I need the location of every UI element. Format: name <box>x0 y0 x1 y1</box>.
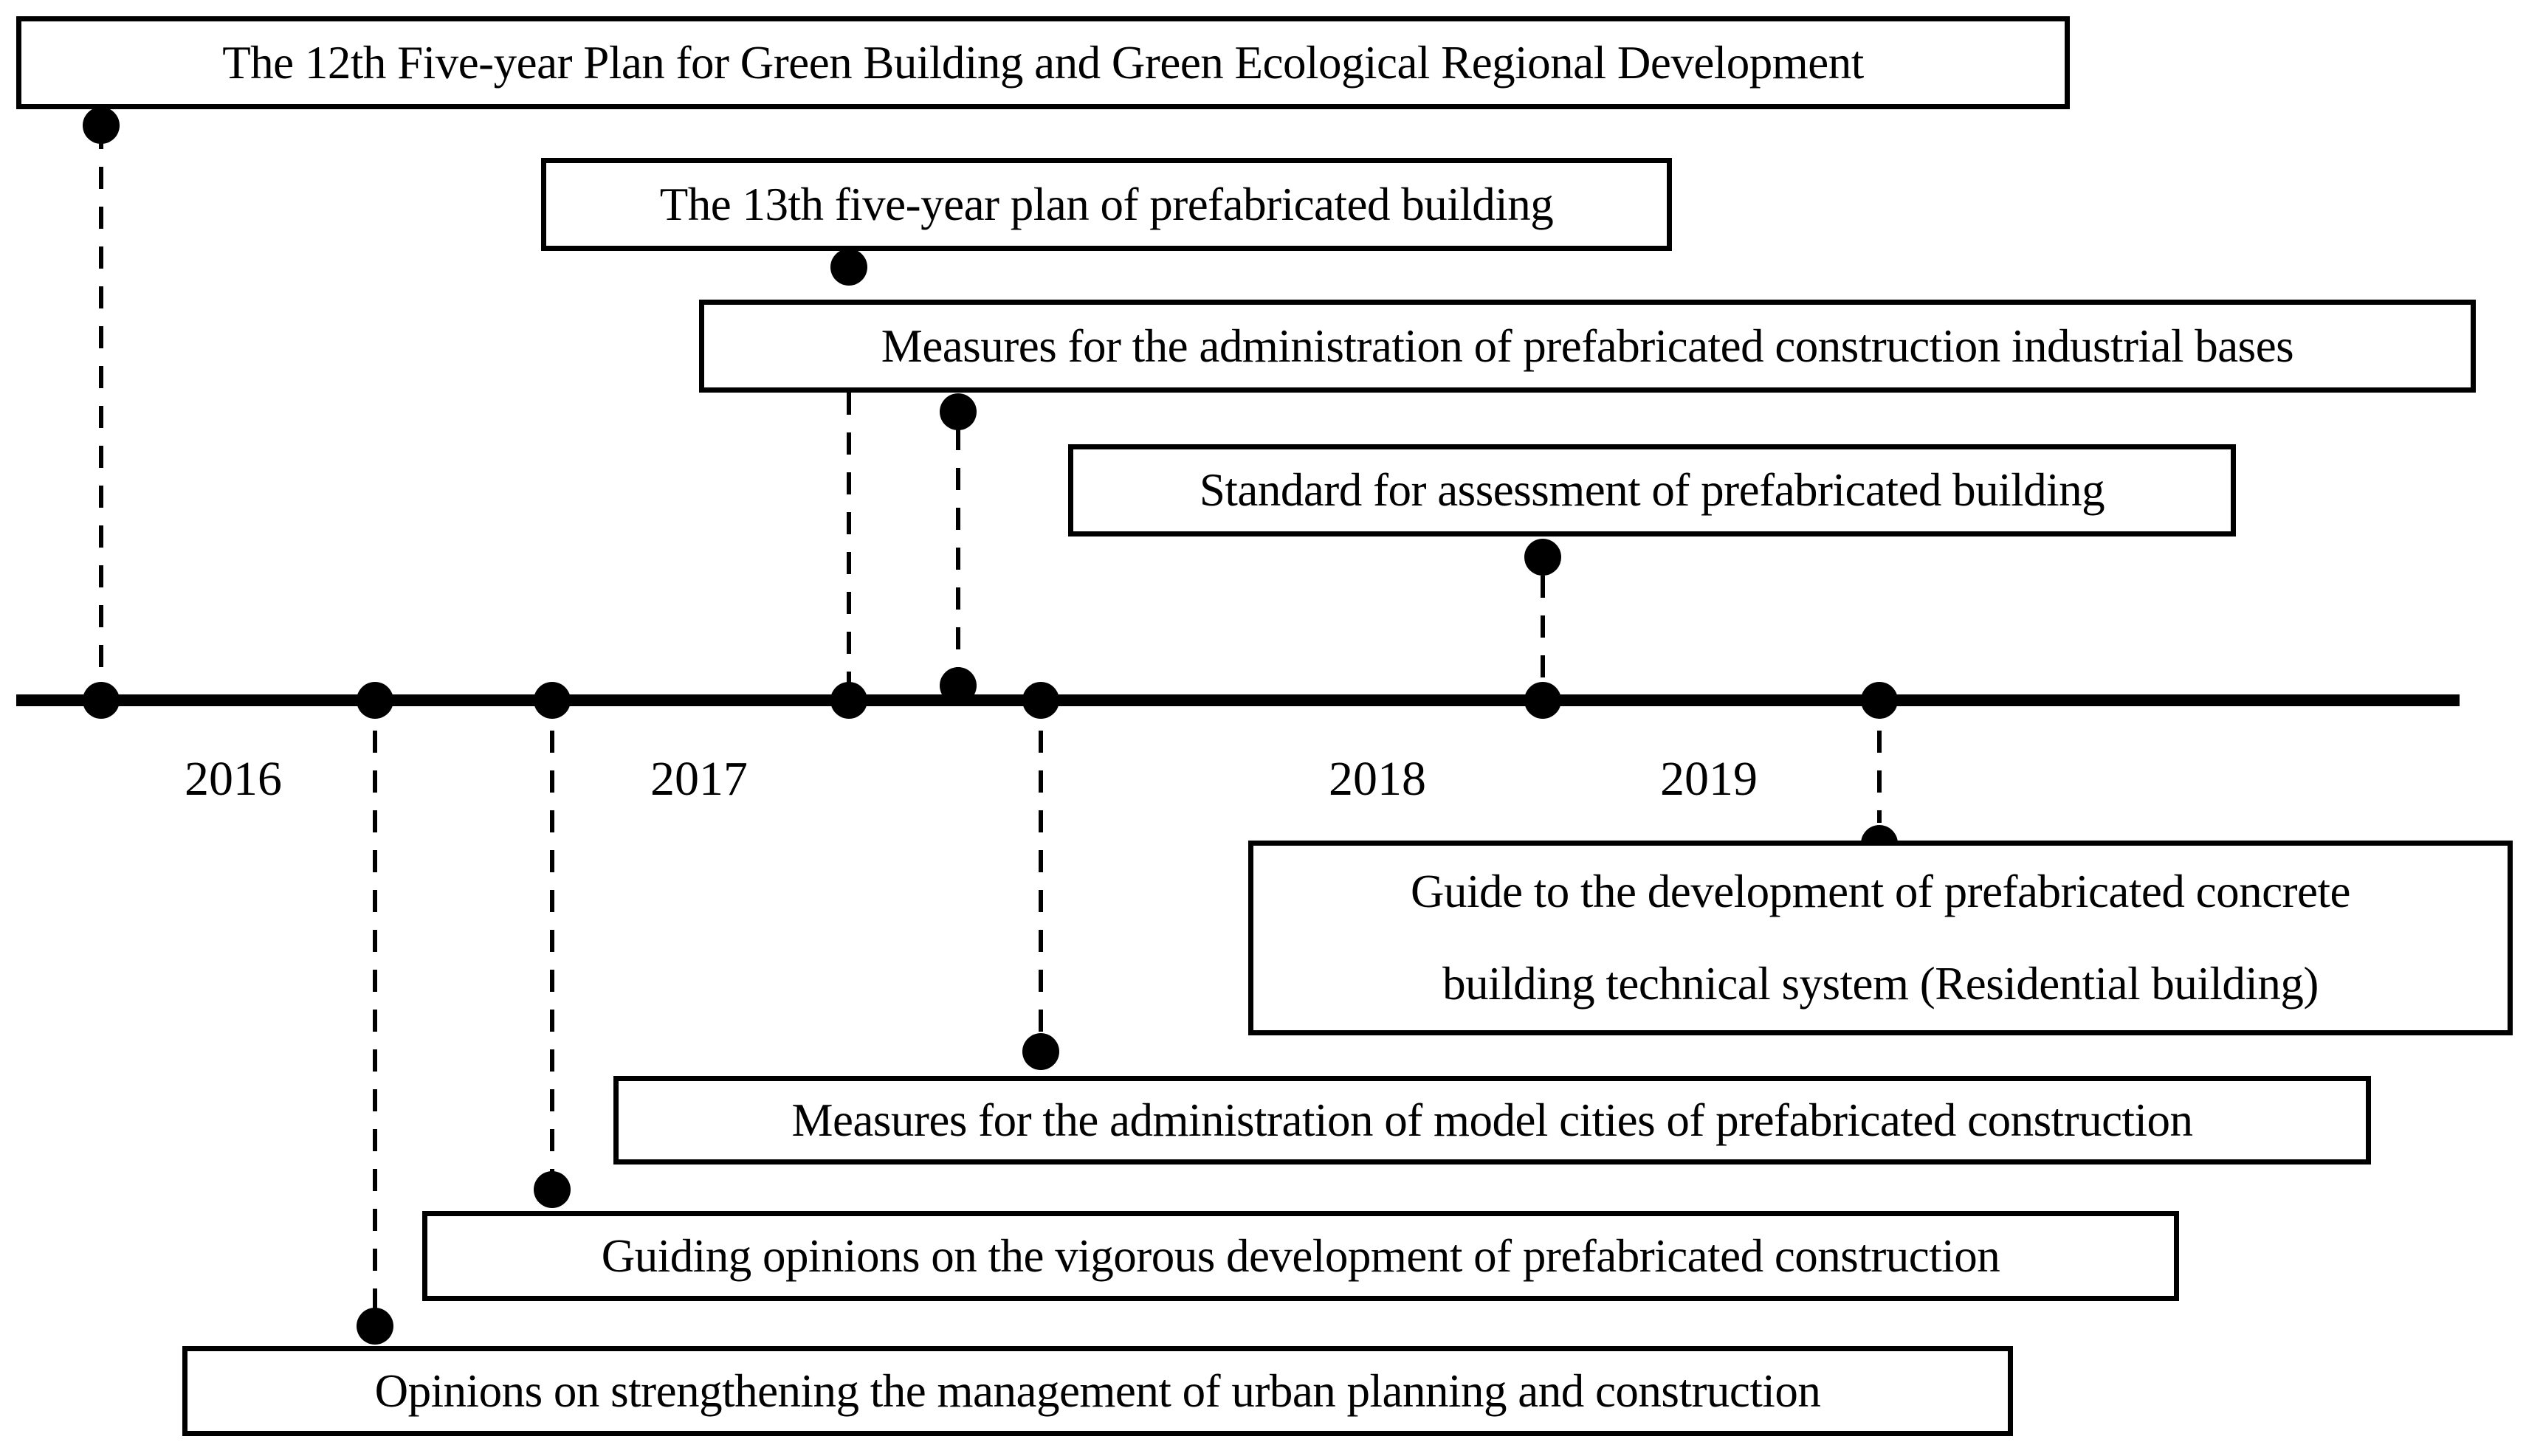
event-box-e2 <box>182 1346 2013 1436</box>
event-label-line-2: building technical system (Residential building) <box>1442 958 2319 1010</box>
event-box-e8 <box>1248 841 2513 1035</box>
connector-e6 <box>1039 731 1043 1048</box>
event-box-e6 <box>613 1076 2371 1165</box>
event-label: Opinions on strengthening the management of urban planning and construction <box>374 1364 1821 1417</box>
year-label-2019: 2019 <box>1660 752 1758 806</box>
axis-dot-e8 <box>1861 682 1898 719</box>
event-label-line-1: Guide to the development of prefabricated concrete <box>1411 866 2350 917</box>
axis-dot-e1 <box>83 682 120 719</box>
event-box-e5 <box>699 300 2476 393</box>
event-label: Measures for the administration of model cities of prefabricated construction <box>791 1094 2193 1146</box>
axis-dot-e3 <box>534 682 571 719</box>
year-label-2017: 2017 <box>650 752 748 806</box>
connector-e4 <box>847 393 851 695</box>
axis-dot-e7 <box>1524 682 1561 719</box>
box-dot-e6 <box>1022 1033 1059 1070</box>
connector-e1 <box>99 127 103 695</box>
axis-dot-e5 <box>940 667 977 704</box>
box-dot-e3 <box>534 1171 571 1208</box>
axis-dot-e2 <box>357 682 393 719</box>
box-dot-e4 <box>830 249 867 286</box>
connector-e2 <box>373 731 377 1327</box>
box-dot-e5 <box>940 393 977 430</box>
connector-e8 <box>1877 731 1882 823</box>
event-label: Guiding opinions on the vigorous development of prefabricated construction <box>601 1229 2000 1282</box>
connector-e7 <box>1541 576 1545 694</box>
event-label: The 12th Five-year Plan for Green Building and Green Ecological Regional Development <box>222 36 1864 89</box>
connector-e3 <box>550 731 554 1192</box>
event-label: The 13th five-year plan of prefabricated building <box>659 178 1554 230</box>
axis-dot-e6 <box>1022 682 1059 719</box>
event-label: Measures for the administration of prefabricated construction industrial bases <box>881 320 2294 372</box>
box-dot-e2 <box>357 1308 393 1345</box>
box-dot-e7 <box>1524 539 1561 576</box>
event-box-e3 <box>422 1211 2179 1301</box>
connector-e5 <box>956 428 960 675</box>
event-box-e4 <box>541 158 1672 251</box>
year-label-2016: 2016 <box>185 752 282 806</box>
event-box-e7 <box>1068 444 2236 536</box>
event-box-e1 <box>16 16 2070 109</box>
box-dot-e1 <box>83 107 120 144</box>
axis-dot-e4 <box>830 682 867 719</box>
event-label: Standard for assessment of prefabricated building <box>1199 464 2105 516</box>
year-label-2018: 2018 <box>1329 752 1426 806</box>
